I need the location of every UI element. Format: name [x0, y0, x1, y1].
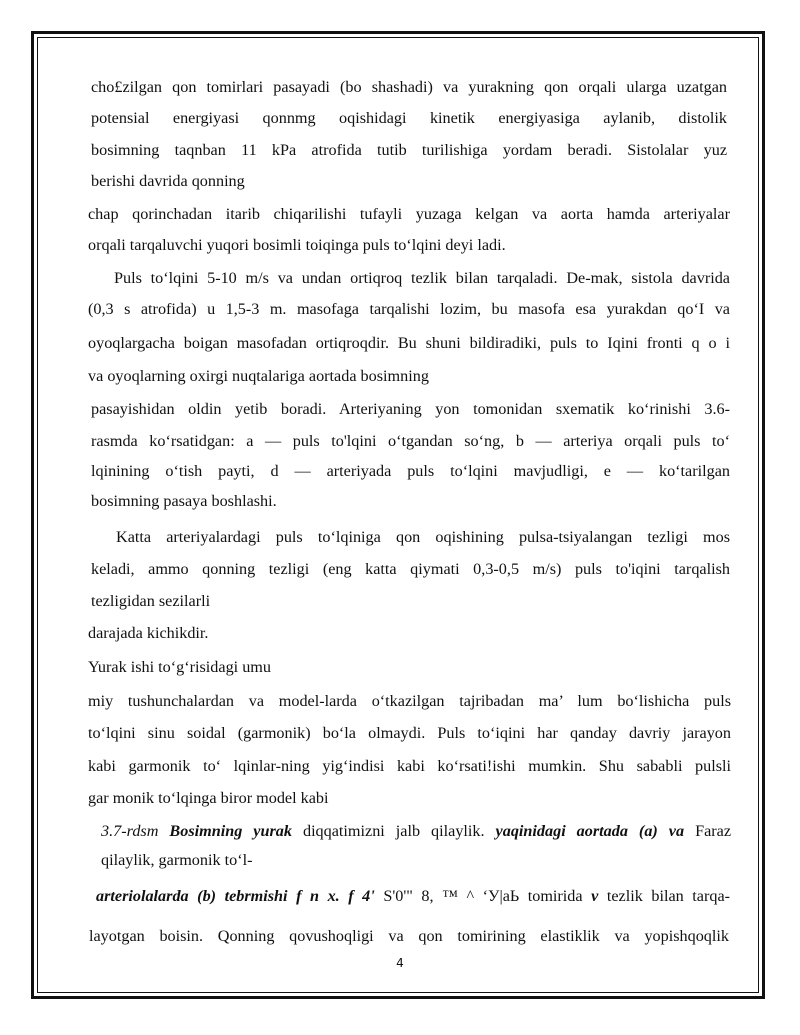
text-line: rasmda ko‘rsatidgan: a — puls to'lqini o‘tgandan so‘ng, b — arteriya orqali puls to‘: [91, 432, 730, 450]
page-number: 4: [396, 956, 404, 970]
text-line: darajada kichikdir.: [88, 624, 209, 642]
formula-line: [96, 886, 730, 906]
text-line: bosimning taqnban 11 kPa atrofida tutib turilishiga yordam beradi. Sistolalar yuz: [91, 141, 727, 159]
text-line: berishi davrida qonning: [91, 172, 245, 190]
figure-caption-line: [101, 821, 731, 841]
formula-bold-text: arteriolalarda (b) tebrmishi f n x. f 4': [96, 887, 375, 905]
text-line: Puls to‘lqini 5-10 m/s va undan ortiqroq tezlik bilan tarqaladi. De-mak, sistola davrida: [114, 269, 730, 287]
text-line: layotgan boisin. Qonning qovushoqligi va qon tomirining elastiklik va yopishqoqlik: [89, 927, 729, 945]
text-line: potensial energiyasi qonnmg oqishidagi kinetik energiyasiga aylanib, distolik: [91, 109, 727, 127]
text-line: keladi, ammo qonning tezligi (eng katta qiymati 0,3-0,5 m/s) puls to'iqini tarqalish: [91, 560, 730, 578]
text-line: pasayishidan oldin yetib boradi. Arteriyaning yon tomonidan sxematik ko‘rinishi 3.6-: [91, 400, 730, 418]
text-line: va oyoqlarning oxirgi nuqtalariga aortada bosimning: [88, 367, 429, 385]
text-line: qilaylik, garmonik to‘l-: [101, 851, 253, 869]
caption-bold-text: yaqinidagi aortada (a) va: [495, 822, 685, 840]
text-line: (0,3 s atrofida) u 1,5-3 m. masofaga tarqalishi lozim, bu masofa esa yurakdan qo‘I va: [88, 300, 730, 318]
text-line: tezligidan sezilarli: [91, 592, 211, 610]
text-line: oyoqlargacha boigan masofadan ortiqroqdir. Bu shuni bildiradiki, puls to Iqini fronti q o i: [88, 334, 730, 352]
caption-text: diqqatimizni jalb qilaylik.: [302, 822, 485, 840]
text-line: to‘lqini sinu soidal (garmonik) bo‘la olmaydi. Puls to‘iqini har qanday davriy jarayon: [88, 724, 731, 742]
text-line: miy tushunchalardan va model-larda o‘tkazilgan tajribadan ma’ lum bo‘lishicha puls: [88, 692, 731, 710]
text-line: bosimning pasaya boshlashi.: [91, 492, 277, 510]
formula-variable: v: [591, 887, 599, 905]
figure-ref: 3.7-rdsm: [101, 822, 159, 840]
text-line: chap qorinchadan itarib chiqarilishi tufayli yuzaga kelgan va aorta hamda arteriyalar: [88, 205, 730, 223]
text-line: gar monik to‘lqinga biror model kabi: [88, 789, 329, 807]
caption-bold-text: Bosimning yurak: [169, 822, 292, 840]
text-line: Katta arteriyalardagi puls to‘lqiniga qon oqishining pulsa-tsiyalangan tezligi mos: [116, 528, 730, 546]
formula-text: tezlik bilan tarqa-: [606, 887, 731, 905]
text-line: lqinining o‘tish payti, d — arteriyada puls to‘lqini mavjudligi, e — ko‘tarilgan: [91, 462, 730, 480]
text-line: cho£zilgan qon tomirlari pasayadi (bo shashadi) va yurakning qon orqali ularga uzatgan: [91, 78, 727, 96]
text-line: orqali tarqaluvchi yuqori bosimli toiqinga puls to‘lqini deyi ladi.: [88, 236, 506, 254]
text-line: kabi garmonik to‘ lqinlar-ning yig‘indisi kabi ko‘rsati!ishi mumkin. Shu sababli pulsli: [88, 757, 731, 775]
caption-text: Faraz: [695, 822, 732, 840]
formula-text: S'0'" 8, ™ ^ ‘У|aЬ tomirida: [383, 887, 583, 905]
text-line: Yurak ishi to‘g‘risidagi umu: [88, 658, 271, 676]
